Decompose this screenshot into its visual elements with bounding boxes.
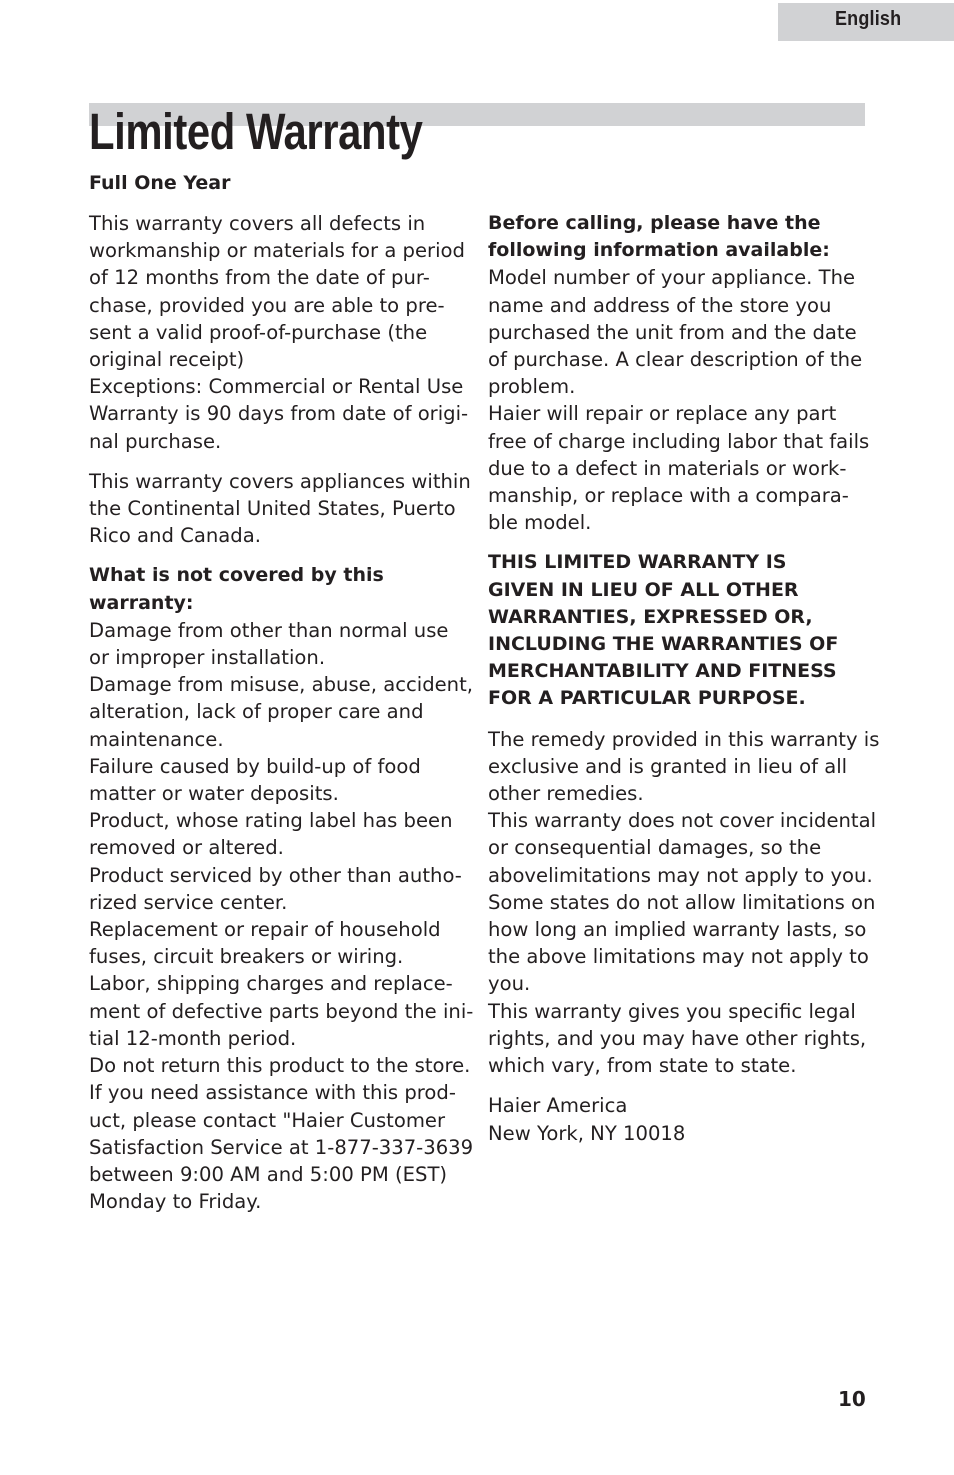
text-line: ble model. xyxy=(488,511,592,535)
text-line: Satisfaction Service at 1-877-337-3639 xyxy=(89,1135,474,1159)
text-line: which vary, from state to state. xyxy=(488,1054,797,1078)
text-line: New York, NY 10018 xyxy=(488,1121,686,1145)
left-column xyxy=(89,210,474,1228)
text-line: free of charge including labor that fails xyxy=(488,429,870,453)
text-line: This warranty does not cover incidental xyxy=(488,809,877,833)
text-line: sent a valid proof-of-purchase (the xyxy=(89,320,428,344)
text-line: alteration, lack of proper care and xyxy=(89,700,424,724)
text-line: Damage from other than normal use xyxy=(89,618,449,642)
bold-heading-line: GIVEN IN LIEU OF ALL OTHER xyxy=(488,578,799,601)
right-column-paragraph xyxy=(488,210,868,536)
bold-heading-line: Before calling, please have the xyxy=(488,212,821,234)
text-line: or improper installation. xyxy=(89,646,326,670)
text-line: uct, please contact "Haier Customer xyxy=(89,1108,446,1132)
right-column-paragraph xyxy=(488,549,868,712)
text-line: Exceptions: Commercial or Rental Use xyxy=(89,375,464,399)
text-line: Rico and Canada. xyxy=(89,524,261,548)
text-line: manship, or replace with a compara- xyxy=(488,484,849,508)
text-line: Model number of your appliance. The xyxy=(488,266,856,290)
left-column-paragraph xyxy=(89,210,469,455)
text-line: nal purchase. xyxy=(89,429,222,453)
bold-heading-line: MERCHANTABILITY AND FITNESS xyxy=(488,660,837,683)
text-line: ment of defective parts beyond the ini- xyxy=(89,999,474,1023)
text-line: workmanship or materials for a period xyxy=(89,239,465,263)
bold-heading-line: warranty: xyxy=(89,591,194,614)
text-line: problem. xyxy=(488,375,576,399)
text-line: Warranty is 90 days from date of origi- xyxy=(89,402,469,426)
text-line: of purchase. A clear description of the xyxy=(488,348,863,372)
text-line: of 12 months from the date of pur- xyxy=(89,266,430,290)
right-column-paragraph xyxy=(488,1092,868,1146)
text-line: Haier America xyxy=(488,1094,628,1118)
text-line: the Continental United States, Puerto xyxy=(89,497,456,521)
text-line: due to a defect in materials or work- xyxy=(488,456,847,480)
left-column-paragraph xyxy=(89,562,474,1215)
bold-heading-line: THIS LIMITED WARRANTY IS xyxy=(488,551,787,574)
text-line: Product serviced by other than autho- xyxy=(89,863,462,887)
text-line: chase, provided you are able to pre- xyxy=(89,293,445,317)
section-subtitle: Full One Year xyxy=(89,172,231,194)
page-title: Limited Warranty xyxy=(89,103,423,160)
text-line: how long an implied warranty lasts, so xyxy=(488,918,867,942)
text-line: between 9:00 AM and 5:00 PM (EST) xyxy=(89,1162,448,1186)
text-line: original receipt) xyxy=(89,348,245,372)
text-line: removed or altered. xyxy=(89,836,284,860)
text-line: Replacement or repair of household xyxy=(89,918,441,942)
text-line: Failure caused by build-up of food xyxy=(89,754,421,778)
text-line: exclusive and is granted in lieu of all xyxy=(488,754,848,778)
text-line: Some states do not allow limitations on xyxy=(488,890,876,914)
right-column-paragraph xyxy=(488,726,880,1080)
bold-heading-line: What is not covered by this xyxy=(89,564,384,587)
text-line: This warranty gives you specific legal xyxy=(488,999,856,1023)
bold-heading-line: INCLUDING THE WARRANTIES OF xyxy=(488,633,839,656)
text-line: Labor, shipping charges and replace- xyxy=(89,972,453,996)
text-line: or consequential damages, so the xyxy=(488,836,822,860)
text-line: you. xyxy=(488,972,531,996)
text-line: The remedy provided in this warranty is xyxy=(488,727,880,751)
text-line: This warranty covers all defects in xyxy=(89,212,426,235)
text-line: matter or water deposits. xyxy=(89,782,339,806)
text-line: other remedies. xyxy=(488,782,644,806)
left-column-paragraph xyxy=(89,468,469,550)
right-column xyxy=(488,210,880,1160)
language-label: English xyxy=(835,8,902,30)
text-line: If you need assistance with this prod- xyxy=(89,1081,456,1105)
text-line: Haier will repair or replace any part xyxy=(488,402,837,426)
language-tab xyxy=(778,3,954,41)
text-line: Product, whose rating label has been xyxy=(89,809,453,833)
text-line: maintenance. xyxy=(89,727,224,751)
text-line: fuses, circuit breakers or wiring. xyxy=(89,945,404,969)
text-line: Do not return this product to the store. xyxy=(89,1054,471,1078)
text-line: rized service center. xyxy=(89,890,288,914)
bold-heading-line: WARRANTIES, EXPRESSED OR, xyxy=(488,605,813,628)
text-line: Monday to Friday. xyxy=(89,1190,262,1214)
bold-heading-line: FOR A PARTICULAR PURPOSE. xyxy=(488,687,806,710)
page-number: 10 xyxy=(838,1387,866,1411)
text-line: This warranty covers appliances within xyxy=(89,469,471,493)
text-line: purchased the unit from and the date xyxy=(488,320,857,344)
text-line: rights, and you may have other rights, xyxy=(488,1026,867,1050)
text-line: name and address of the store you xyxy=(488,293,832,317)
bold-heading-line: following information available: xyxy=(488,239,830,262)
text-line: abovelimitations may not apply to you. xyxy=(488,863,873,887)
text-line: tial 12-month period. xyxy=(89,1026,297,1050)
text-line: the above limitations may not apply to xyxy=(488,945,869,969)
text-line: Damage from misuse, abuse, accident, xyxy=(89,673,474,697)
